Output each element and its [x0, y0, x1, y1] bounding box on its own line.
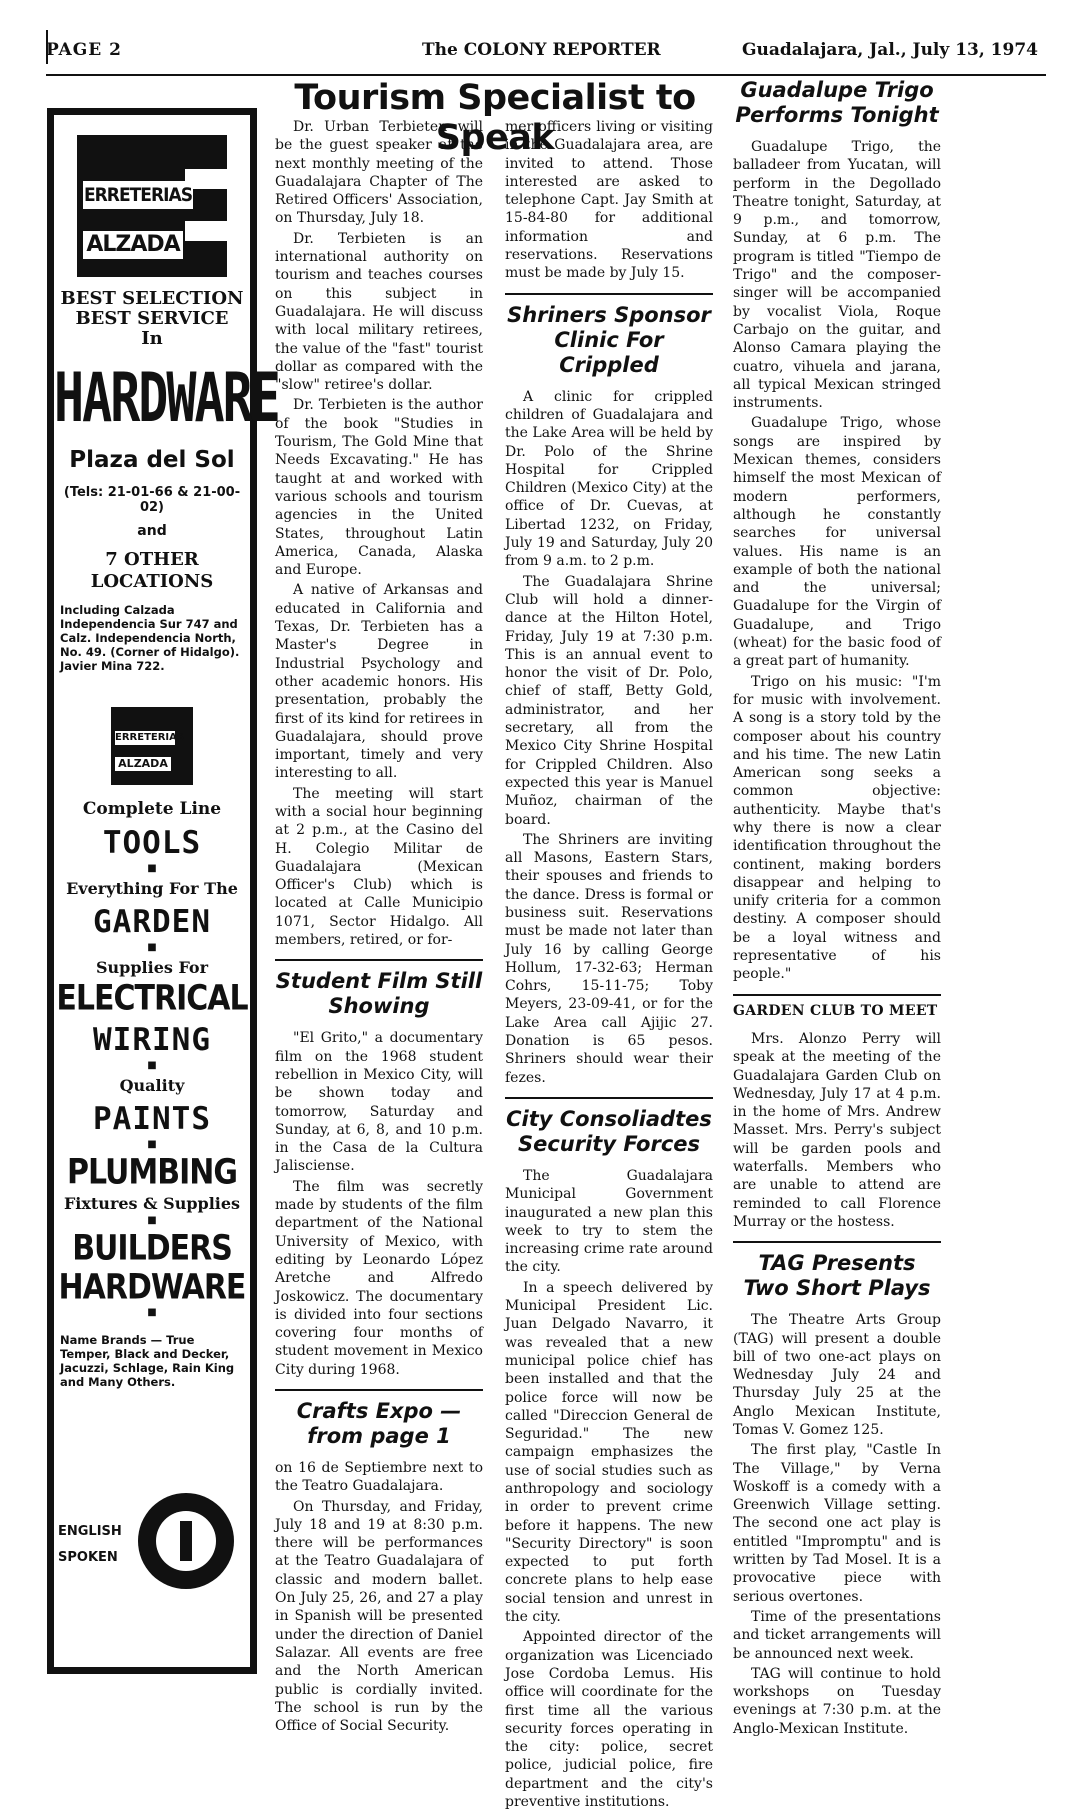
student-film-paragraph: "El Grito," a documentary film on the 1968 student rebellion in Mexico City, will be shown today and tomorrow, Saturday and Sunday, at 6, 8, and 10 p.m. in the Casa de la Cultura Jalisciense. [275, 1030, 483, 1175]
crafts-paragraph: On Thursday, and Friday, July 18 and 19 at 8:30 p.m. there will be performances at the Teatro Guadalajara of classic and modern ballet. On July 25, 26, and 27 a play in Spanish will be presented under the direction of Daniel Salazar. All events are free and the North American public is cordially invited. The school is run by the Office of Social Security. [275, 1498, 483, 1735]
headline-crafts-expo: Crafts Expo — from page 1 [296, 1399, 462, 1448]
trigo-paragraph: Guadalupe Trigo, the balladeer from Yucatan, will perform in the Degollado Theatre tonight, Saturday, at 9 p.m., and tomorrow, Sunday, at 6 p.m. The program is titled "Tiempo de Trigo" and the composer-singer will be accompanied by vocalist Viola, Roque Carbajo on the guitar, and Alonso Camara playing the cuatro, vihuela and jarana, all typical Mexican stringed instruments. [733, 139, 941, 412]
ad-best-service: BEST SERVICE [75, 308, 229, 329]
garden-club-paragraph: Mrs. Alonzo Perry will speak at the meeting of the Guadalajara Garden Club on Wednesday, July 17 at 4 p.m. in the home of Mrs. Andrew Masset. Mrs. Perry's subject will be garden pools and waterfalls. Members who are unable to attend are reminded to call Florence Murray or the hostess. [733, 1030, 941, 1230]
tourism-paragraph: Dr. Terbieten is the author of the book "Studies in Tourism, The Gold Mine that Needs Excavating." He has taught at and worked with various schools and tourism agencies in the United States, throughout Latin America, Canada, Alaska and Europe. [275, 397, 483, 579]
bullet-icon: ■ [147, 1215, 157, 1226]
section-rule [275, 1389, 483, 1391]
section-rule [505, 1097, 713, 1099]
ad-location-list: Including Calzada Independencia Sur 747 and Calz. Independencia North, No. 49. (Corner of Hidalgo). Javier Mina 722. [60, 603, 240, 673]
ferreterias-calzada-logo [77, 135, 227, 277]
ad-paints: PAINTS [93, 1101, 211, 1137]
page-number: PAGE 2 [46, 40, 122, 60]
ad-best-selection: BEST SELECTION [60, 288, 244, 309]
ad-and: and [137, 523, 167, 539]
headline-guadalupe-trigo: Guadalupe Trigo Performs Tonight [735, 78, 939, 127]
ad-tools: TOOLS [102, 825, 202, 861]
logo-small-text-ferreterias: ERRETERIAS [115, 732, 185, 743]
ad-quality: Quality [119, 1076, 185, 1095]
tourism-paragraph: Dr. Terbieten is an international authority on tourism and teaches courses on this subject in Guadalajara. He will discuss with local military retirees, the value of the "fast" tourist dollar as compared with the "slow" retiree's dollar. [275, 230, 483, 394]
tourism-continued: mer officers living or visiting in the Guadalajara area, are invited to attend. Those interested are asked to telephone Capt. Jay Smith at 15-84-80 for additional information and reservations. Reservations must be made by July 15. [505, 119, 713, 282]
bullet-icon: ■ [147, 942, 157, 953]
section-rule [733, 1241, 941, 1243]
ad-garden: GARDEN [93, 904, 211, 940]
city-paragraph: The Guadalajara Municipal Government inaugurated a new plan this week to try to stem the increasing crime rate around the city. [505, 1167, 713, 1276]
headline-tag-plays: TAG Presents Two Short Plays [743, 1251, 931, 1301]
section-rule [733, 994, 941, 996]
ad-english-spoken [58, 1519, 122, 1571]
bullet-icon: ■ [147, 863, 157, 874]
ad-spoken: SPOKEN [58, 1550, 118, 1565]
tag-paragraph: TAG will continue to hold workshops on Tuesday evenings at 7:30 p.m. at the Anglo-Mexican Institute. [733, 1665, 941, 1737]
ferreterias-calzada-logo-small [111, 707, 193, 785]
crafts-paragraph: on 16 de Septiembre next to the Teatro Guadalajara. [275, 1460, 483, 1495]
headline-shriners: Shriners Sponsor Clinic For Crippled [507, 302, 711, 377]
section-rule [275, 959, 483, 961]
headline-tourism: Tourism Specialist to Speak [294, 78, 696, 158]
section-rule [505, 293, 713, 295]
ad-english: ENGLISH [58, 1524, 122, 1539]
ad-hardware-title: HARDWARE [54, 358, 279, 438]
bullet-icon: ■ [147, 1139, 157, 1150]
ad-plaza-del-sol: Plaza del Sol [69, 447, 235, 473]
tag-paragraph: The first play, "Castle In The Village," by Verna Woskoff is a comedy with a Greenwich Village setting. The second one act play is entitled "Impromptu" and is written by Tad Mosel. It is a provocative piece with serious overtones. [733, 1442, 941, 1605]
trigo-paragraph: Guadalupe Trigo, whose songs are inspired by Mexican themes, considers himself the most Mexican of modern performers, although he constantly searches for universal values. His name is an example of both the national and the universal; Guadalupe for the Virgin of Guadalupe, and Trigo (wheat) for the basic food of a great part of humanity. [733, 415, 941, 670]
ad-other: 7 OTHER [105, 549, 199, 570]
headline-garden-club: GARDEN CLUB TO MEET [733, 1002, 938, 1019]
tag-paragraph: The Theatre Arts Group (TAG) will present a double bill of two one-act plays on Wednesday July 24 and Thursday July 25 at the Anglo Mexican Institute, Tomas V. Gomez 125. [733, 1312, 941, 1438]
chamber-seal-icon [138, 1493, 234, 1589]
logo-text-ferreterias: ERRETERIAS [83, 181, 193, 209]
newspaper-name: The COLONY REPORTER [422, 40, 661, 60]
seal-emblem [180, 1521, 192, 1561]
shriners-paragraph: The Shriners are inviting all Masons, Eastern Stars, their spouses and friends to the dance. Dress is formal or business suit. Reservations must be made not later than July 16 by calling George Hollum, 17-32-63; Herman Cohrs, 15-11-75; Toby Meyers, 23-09-41, or for the Lake Area call Ajijic 27. Donation is 65 pesos. Shriners should wear their fezes. [505, 831, 713, 1086]
tourism-paragraph: Dr. Urban Terbieten will be the guest speaker at the next monthly meeting of the Guadalajara Chapter of The Retired Officers' Association, on Thursday, July 18. [275, 119, 483, 227]
logo-small-text-calzada: ALZADA [115, 757, 171, 771]
ad-fixtures: Fixtures & Supplies [63, 1194, 241, 1213]
ad-electrical: ELECTRICAL [56, 978, 248, 1019]
logo-text-calzada: ALZADA [83, 231, 183, 259]
tag-paragraph: Time of the presentations and ticket arrangements will be announced next week. [733, 1608, 941, 1662]
bullet-icon: ■ [147, 1060, 157, 1071]
ad-everything-for: Everything For The [66, 879, 238, 898]
masthead-divider [46, 30, 48, 64]
tourism-paragraph: The meeting will start with a social hour beginning at 2 p.m., at the Casino del H. Colegio Militar de Guadalajara (Mexican Officer's Club) which is located at Calle Municipio 1071, Sector Hidalgo. All members, retired, or for- [275, 785, 483, 949]
column-4 [733, 78, 941, 1740]
ad-supplies-for: Supplies For [95, 958, 209, 977]
column-2 [275, 118, 483, 1737]
ad-plumbing: PLUMBING [66, 1152, 237, 1193]
dateline: Guadalajara, Jal., July 13, 1974 [742, 40, 1038, 60]
column-3 [505, 118, 713, 1813]
ad-brands: Name Brands — True Temper, Black and Decker, Jacuzzi, Schlage, Rain King and Many Others. [60, 1333, 235, 1389]
ad-telephones: (Tels: 21-01-66 & 21-00-02) [63, 485, 241, 515]
shriners-paragraph: A clinic for crippled children of Guadalajara and the Lake Area will be held by Dr. Polo of the Shrine Hospital for Crippled Children (Mexico City) at the office of Dr. Cuevas, at Libertad 1232, on Friday, July 19 and Saturday, July 20 from 9 a.m. to 2 p.m. [505, 388, 713, 570]
ad-wiring: WIRING [93, 1022, 211, 1058]
shriners-paragraph: The Guadalajara Shrine Club will hold a dinner-dance at the Hilton Hotel, Friday, July 19 at 7:30 p.m. This is an annual event to honor the visit of Dr. Polo, chief of staff, Betty Gold, administrator, and her secretary, all from the Mexico City Shrine Hospital for Crippled Children. Also expected this year is Manuel Muñoz, chairman of the board. [505, 573, 713, 828]
masthead-rule [46, 74, 1046, 76]
ad-builders: BUILDERS [72, 1228, 232, 1269]
logo-small-block-graphic [111, 707, 193, 785]
ad-hardware2: HARDWARE [58, 1267, 246, 1308]
trigo-paragraph: Trigo on his music: "I'm for music with involvement. A song is a story told by the composer about his country and his time. The new Latin American song seeks a common objective: authenticity. Maybe that's why there is now a clear identification throughout the continent, making borders disappear and helping to unify criteria for a common destiny. A composer should be a loyal witness and representative of his people." [733, 673, 941, 983]
headline-city-security: City Consoliadtes Security Forces [506, 1106, 712, 1156]
tourism-paragraph: A native of Arkansas and educated in California and Texas, Dr. Terbieten has a Master's Degree in Industrial Psychology and other academic honors. His presentation, probably the first of its kind for retirees in Guadalajara, should prove important, timely and very interesting to all. [275, 582, 483, 782]
ad-locations: LOCATIONS [90, 571, 214, 592]
masthead [46, 30, 1046, 66]
ad-complete-line: Complete Line [82, 799, 222, 819]
ad-in: In [141, 328, 163, 349]
headline-student-film: Student Film Still Showing [275, 969, 483, 1019]
city-paragraph: In a speech delivered by Municipal President Lic. Juan Delgado Navarro, it was revealed that a new municipal police chief has been installed and that the police force will now be called "Direccion General de Seguridad." The new campaign emphasizes the use of social studies such as anthropology and sociology in order to prevent crime before it happens. The new "Security Directory" is soon expected to put forth concrete plans to help ease social tension and unrest in the city. [505, 1279, 713, 1626]
bullet-icon: ■ [147, 1307, 157, 1318]
student-film-paragraph: The film was secretly made by students of the film department of the National University of Mexico, with editing by Leonardo López Aretche and Alfredo Joskowicz. The documentary is divided into four sections covering four months of student movement in Mexico City during 1968. [275, 1178, 483, 1378]
city-paragraph: Appointed director of the organization was Licenciado Jose Cordoba Lemus. His office will coordinate for the first time all the various security forces operating in the city: police, secret police, judicial police, fire department and the city's preventive institutions. [505, 1629, 713, 1811]
hardware-advertisement [47, 108, 279, 1674]
